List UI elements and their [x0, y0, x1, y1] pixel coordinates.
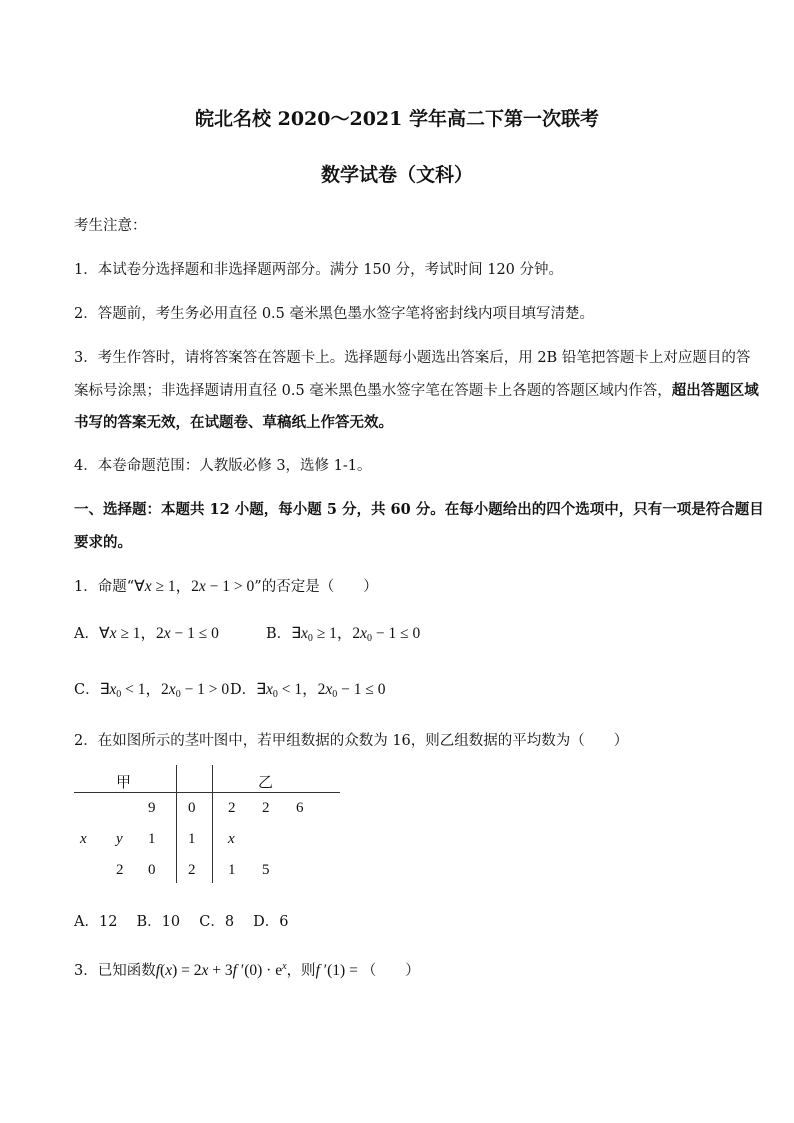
leaf-a-r2-1: 1: [148, 831, 156, 847]
q2-options: A．12 B．10 C．8 D．6: [74, 914, 289, 930]
notice-item-4: 4．本卷命题范围：人教版必修 3，选修 1-1。: [74, 458, 372, 474]
q2-stem: 2．在如图所示的茎叶图中，若甲组数据的众数为 16，则乙组数据的平均数为（ ）: [74, 733, 629, 749]
stem-leaf-divider-left: [176, 765, 177, 883]
notice-item-3-normal: 案标号涂黑；非选择题请用直径 0.5 毫米黑色墨水签字笔在答题卡上各题的答题区域内作答，: [74, 383, 672, 399]
q1-option-b: [266, 621, 420, 643]
q3-stem-mid: ，则: [286, 963, 316, 979]
leaf-a-r3-1: 2: [116, 862, 124, 878]
notice-item-3-bold: 超出答题区域: [671, 382, 759, 399]
leaf-a-r3-2: 0: [148, 862, 156, 878]
q1-option-a-label: A．: [74, 626, 99, 642]
q3-stem-suffix: （ ）: [361, 963, 420, 979]
q1-option-a: [74, 621, 219, 643]
stem-r2: 1: [188, 831, 196, 847]
notice-item-2: 2．答题前，考生务必用直径 0.5 毫米黑色墨水签字笔将密封线内项目填写清楚。: [74, 306, 595, 322]
q1-option-a-math: ∀x ≥ 1，2x − 1 ≤ 0: [98, 625, 219, 642]
leaf-b-r3-1: 1: [228, 862, 236, 878]
q1-stem: [74, 574, 378, 596]
stem-leaf-divider-right: [212, 765, 213, 883]
leaf-b-r1-3: 6: [296, 800, 304, 816]
q1-option-b-label: B．: [266, 626, 292, 642]
q3-target-expr: f ′(1) =: [315, 962, 362, 979]
stem-leaf-header-rule: [74, 792, 340, 793]
leaf-b-r1-1: 2: [228, 800, 236, 816]
notice-item-3-line3: 书写的答案无效，在试题卷、草稿纸上作答无效。: [74, 414, 393, 431]
q1-option-c: [74, 677, 229, 699]
group-b-header: 乙: [258, 775, 274, 791]
q1-option-b-math: $\exists x_0 \ge 1$，$2x_0 - 1 \le 0$: [291, 625, 421, 644]
q1-option-d: [230, 677, 385, 699]
leaf-a-r2-y: y: [116, 831, 123, 847]
q1-stem-suffix: ”的否定是（ ）: [254, 579, 378, 595]
q3-stem: [74, 959, 420, 980]
q1-option-d-label: D．: [230, 682, 257, 698]
q1-option-c-math: $\exists x_0 < 1$，$2x_0 - 1 > 0$: [99, 681, 230, 700]
leaf-a-r1: 9: [148, 800, 156, 816]
notice-item-3-line2: [74, 379, 759, 400]
section1-heading-line1: 一、选择题：本题共 12 小题，每小题 5 分，共 60 分。在每小题给出的四个选项中，只有一项是符合题目: [74, 501, 764, 518]
q1-option-c-label: C．: [74, 682, 100, 698]
q3-stem-prefix: 3．已知函数: [74, 963, 156, 979]
stem-leaf-plot: [74, 765, 344, 885]
section1-heading-line2: 要求的。: [74, 534, 132, 551]
exam-subtitle: 数学试卷（文科）: [320, 164, 473, 186]
q1-option-d-math: $\exists x_0 < 1$，$2x_0 - 1 \le 0$: [256, 681, 386, 700]
leaf-b-r1-2: 2: [262, 800, 270, 816]
leaf-b-r3-2: 5: [262, 862, 270, 878]
stem-r1: 0: [188, 800, 196, 816]
stem-r3: 2: [188, 862, 196, 878]
notice-item-3-line1: 3．考生作答时，请将答案答在答题卡上。选择题每小题选出答案后，用 2B 铅笔把答题卡上对应题目的答: [74, 350, 751, 366]
q1-stem-prefix: 1．命题“: [74, 579, 135, 595]
leaf-b-r2-x: x: [228, 831, 235, 847]
group-a-header: 甲: [116, 775, 132, 791]
q1-proposition: ∀x ≥ 1，2x − 1 > 0: [134, 578, 255, 595]
leaf-a-r2-x: x: [80, 831, 87, 847]
q3-function-def: f(x) = 2x + 3f $'(0) \cdot e^x$: [155, 961, 287, 979]
notice-item-1: 1．本试卷分选择题和非选择题两部分。满分 150 分，考试时间 120 分钟。: [74, 262, 564, 278]
exam-title: 皖北名校 2020～2021 学年高二下第一次联考: [195, 108, 599, 130]
notice-heading: 考生注意：: [74, 218, 147, 234]
